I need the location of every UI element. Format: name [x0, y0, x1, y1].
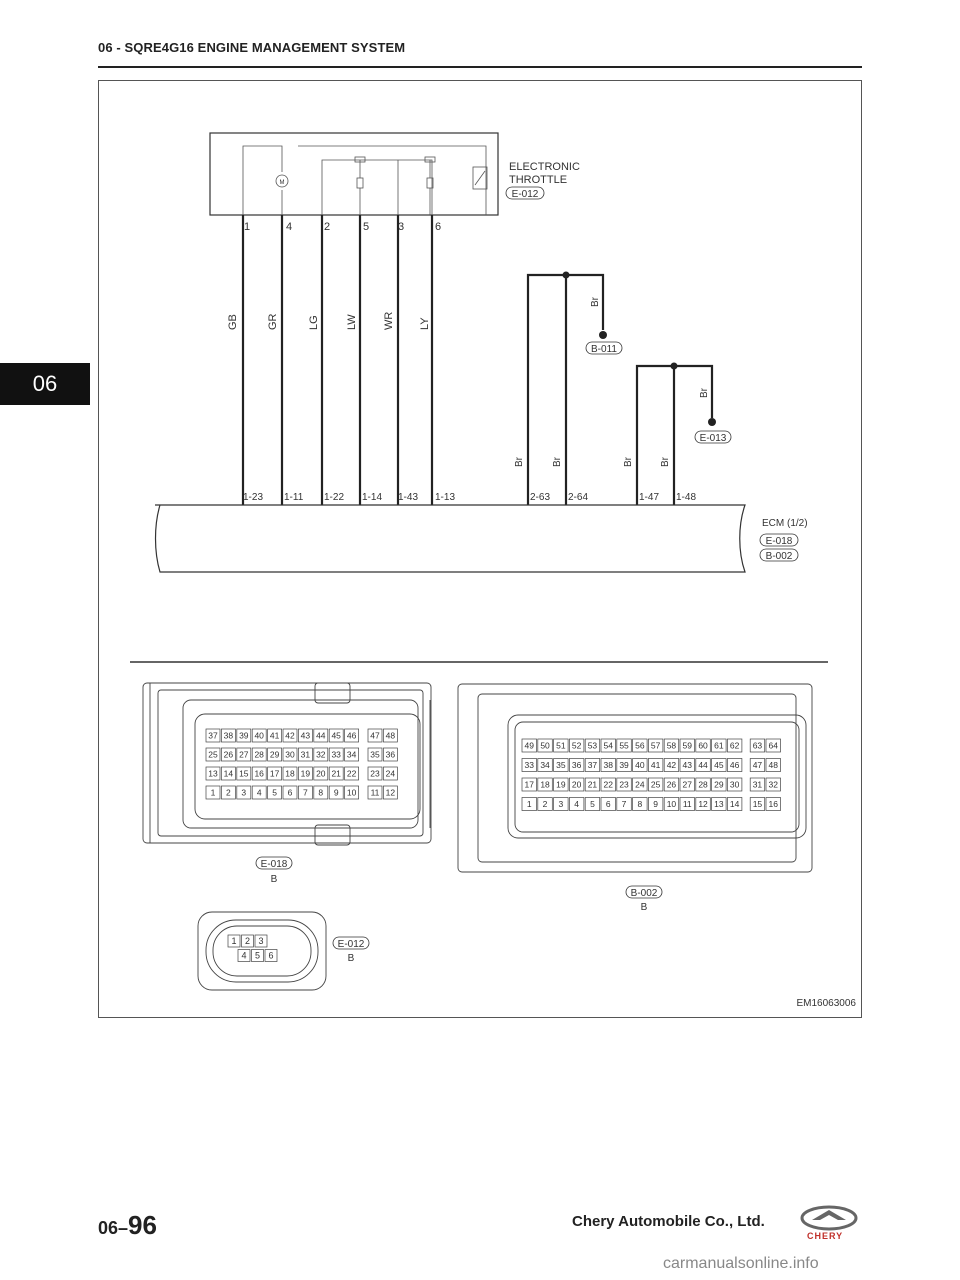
- connector-pin-number: 9: [653, 799, 659, 809]
- e018-pin-grid: [206, 729, 397, 799]
- connector-pin-number: 64: [768, 740, 778, 751]
- splice-point: [671, 363, 678, 370]
- connector-pin-number: 58: [666, 740, 677, 751]
- connector-pin-number: 3: [558, 799, 564, 809]
- wire-color-label: Br: [552, 457, 563, 467]
- connector-pin-number: 43: [682, 760, 692, 770]
- ecm-box: [155, 505, 745, 572]
- connector-pin-number: 32: [768, 779, 778, 790]
- connector-pin-number: 2: [244, 936, 251, 946]
- connector-pin-number: 7: [303, 787, 308, 798]
- ecm-pin-label: 1-23: [243, 492, 264, 503]
- ground-point-b011: [599, 331, 607, 339]
- connector-pin-number: 61: [714, 740, 724, 751]
- connector-pin-number: 29: [714, 779, 724, 790]
- ground-point-e013: [708, 418, 716, 426]
- throttle-pin: 4: [286, 221, 293, 233]
- connector-pin-number: 34: [540, 760, 550, 770]
- connector-pin-number: 12: [385, 787, 396, 798]
- connector-pin-number: 43: [300, 730, 311, 741]
- ecm-pin-label: 2-64: [568, 492, 589, 503]
- connector-tag-b002: B-002: [630, 888, 658, 899]
- connector-pin-number: 7: [621, 799, 627, 809]
- connector-tag-e018: E-018: [260, 859, 288, 870]
- connector-pin-number: 37: [587, 760, 598, 770]
- wire-color-label: Br: [699, 388, 710, 398]
- footer-section: 06–: [98, 1218, 129, 1238]
- connector-pin-number: 38: [223, 730, 234, 741]
- connector-pin-number: 5: [590, 799, 595, 809]
- connector-pin-number: 37: [208, 730, 218, 741]
- footer-page: 96: [128, 1210, 157, 1240]
- connector-pin-number: 23: [619, 779, 629, 790]
- ecm-pin-label: 1-14: [362, 492, 383, 503]
- connector-pin-number: 17: [269, 768, 280, 779]
- e012-pin-grid: [228, 935, 277, 962]
- connector-pin-number: 12: [698, 799, 708, 809]
- connector-tag-e012: E-012: [337, 939, 365, 950]
- connector-pin-number: 10: [666, 799, 677, 809]
- ground-b011-wires: [528, 275, 603, 505]
- connector-pin-number: 8: [637, 799, 643, 809]
- connector-pin-number: 62: [729, 740, 740, 751]
- ecm-pin-label: 1-47: [639, 492, 660, 503]
- ecm-label: ECM (1/2): [762, 518, 808, 529]
- connector-b002: [458, 684, 812, 913]
- connector-pin-number: 48: [768, 760, 778, 770]
- connector-pin-number: 19: [556, 779, 566, 790]
- section-side-tab[interactable]: 06: [0, 363, 90, 405]
- wire-color-label: Br: [514, 457, 525, 467]
- footer-page-number: [98, 1210, 157, 1241]
- connector-pin-number: 24: [385, 768, 396, 779]
- connector-pin-number: 6: [287, 787, 293, 798]
- connector-pin-number: 11: [370, 787, 380, 798]
- throttle-wires: [243, 215, 432, 505]
- ground-tag-b011: B-011: [591, 344, 617, 355]
- connector-pin-number: 21: [331, 768, 341, 779]
- ecm-pin-label: 2-63: [530, 492, 551, 503]
- connector-pin-number: 26: [666, 779, 677, 790]
- connector-pin-number: 47: [752, 760, 763, 770]
- page-header-title: 06 - SQRE4G16 ENGINE MANAGEMENT SYSTEM: [98, 40, 406, 55]
- connector-pin-number: 50: [540, 740, 550, 751]
- wire-color-label: WR: [383, 311, 395, 330]
- ecm-pin-label: 1-48: [676, 492, 697, 503]
- connector-pin-number: 28: [254, 749, 264, 760]
- throttle-box: [210, 133, 498, 215]
- connector-pin-number: 21: [587, 779, 598, 790]
- connector-pin-number: 51: [556, 740, 566, 751]
- connector-pin-number: 14: [223, 768, 234, 779]
- connector-pin-number: 35: [370, 749, 380, 760]
- connector-pin-number: 39: [619, 760, 629, 770]
- connector-pin-number: 14: [729, 799, 740, 809]
- motor-symbol: M: [279, 180, 285, 186]
- connector-pin-number: 44: [316, 730, 326, 741]
- connector-view-b002: B: [640, 902, 648, 913]
- connector-pin-number: 15: [239, 768, 249, 779]
- wire-color-label: GR: [267, 313, 279, 330]
- connector-pin-number: 34: [346, 749, 357, 760]
- wire-color-label: Br: [590, 297, 601, 307]
- footer-company: Chery Automobile Co., Ltd.: [572, 1213, 765, 1230]
- connector-pin-number: 54: [603, 740, 613, 751]
- connector-pin-number: 30: [285, 749, 295, 760]
- connector-pin-number: 26: [223, 749, 234, 760]
- throttle-pin: 2: [324, 221, 331, 233]
- connector-e012-housing: [198, 912, 326, 990]
- throttle-pin: 3: [398, 221, 405, 233]
- ecm-connector-tag: E-018: [765, 536, 793, 547]
- throttle-pin: 1: [244, 221, 251, 233]
- connector-pin-number: 1: [526, 799, 532, 809]
- connector-view-e012: B: [347, 953, 355, 964]
- connector-pin-number: 25: [208, 749, 218, 760]
- connector-pin-number: 13: [714, 799, 724, 809]
- connector-pin-number: 24: [635, 779, 645, 790]
- throttle-label-2: THROTTLE: [509, 174, 568, 186]
- wire-color-label: GB: [227, 314, 239, 330]
- connector-pin-number: 5: [272, 787, 277, 798]
- connector-pin-number: 20: [571, 779, 582, 790]
- connector-pin-number: 4: [256, 787, 262, 798]
- ecm-pin-label: 1-43: [398, 492, 419, 503]
- connector-pin-number: 36: [571, 760, 582, 770]
- figure-id: EM16063006: [796, 998, 856, 1009]
- connector-pin-number: 27: [682, 779, 692, 790]
- connector-pin-number: 36: [385, 749, 396, 760]
- connector-pin-number: 56: [635, 740, 645, 751]
- connector-pin-number: 44: [698, 760, 708, 770]
- connector-pin-number: 46: [729, 760, 740, 770]
- wiring-schematic: [155, 133, 808, 572]
- connector-e012: [198, 912, 369, 990]
- connector-pin-number: 4: [241, 950, 247, 961]
- connector-pin-number: 47: [370, 730, 380, 741]
- wire-color-label: Br: [660, 457, 671, 467]
- connector-pin-number: 25: [650, 779, 661, 790]
- connector-pin-number: 17: [524, 779, 534, 790]
- connector-pin-number: 45: [331, 730, 341, 741]
- connector-pin-number: 46: [346, 730, 357, 741]
- throttle-pin: 5: [363, 221, 370, 233]
- connector-pin-number: 31: [752, 779, 763, 790]
- watermark: carmanualsonline.info: [663, 1255, 819, 1272]
- connector-view-e018: B: [270, 874, 278, 885]
- chery-logo-text: CHERY: [807, 1231, 844, 1241]
- ecm-pin-label: 1-13: [435, 492, 456, 503]
- connector-e018: [143, 683, 431, 885]
- connector-pin-number: 59: [682, 740, 692, 751]
- connector-pin-number: 19: [300, 768, 311, 779]
- connector-pin-number: 40: [254, 730, 264, 741]
- connector-e018-housing: [143, 683, 431, 845]
- throttle-pin: 6: [435, 221, 442, 233]
- connector-pin-number: 11: [682, 799, 692, 809]
- connector-pin-number: 32: [316, 749, 326, 760]
- connector-pin-number: 9: [333, 787, 339, 798]
- connector-pin-number: 23: [370, 768, 380, 779]
- connector-pin-number: 2: [226, 787, 231, 798]
- connector-pin-number: 22: [603, 779, 613, 790]
- connector-pin-number: 6: [605, 799, 611, 809]
- connector-pin-number: 41: [650, 760, 661, 770]
- connector-pin-number: 16: [254, 768, 264, 779]
- connector-pin-number: 1: [231, 936, 237, 946]
- connector-pin-number: 18: [540, 779, 550, 790]
- connector-pin-number: 60: [698, 740, 708, 751]
- connector-pin-number: 45: [714, 760, 724, 770]
- connector-pin-number: 53: [587, 740, 598, 751]
- throttle-label-1: ELECTRONIC: [509, 161, 580, 173]
- connector-pin-number: 30: [729, 779, 740, 790]
- connector-pin-number: 1: [210, 787, 216, 798]
- connector-pin-number: 31: [300, 749, 311, 760]
- connector-pin-number: 10: [346, 787, 357, 798]
- connector-pin-number: 38: [603, 760, 613, 770]
- connector-pin-number: 40: [635, 760, 645, 770]
- connector-pin-number: 15: [752, 799, 763, 809]
- connector-pin-number: 41: [269, 730, 280, 741]
- connector-pin-number: 49: [524, 740, 534, 751]
- connector-pin-number: 3: [258, 936, 264, 946]
- connector-pin-number: 55: [619, 740, 629, 751]
- connector-pin-number: 63: [752, 740, 763, 751]
- connector-pin-number: 42: [666, 760, 677, 770]
- wire-color-label: LG: [308, 315, 320, 330]
- connector-pin-number: 29: [269, 749, 280, 760]
- connector-pin-number: 57: [650, 740, 661, 751]
- ecm-pin-label: 1-11: [284, 492, 304, 503]
- connector-pin-number: 39: [239, 730, 249, 741]
- connector-pin-number: 22: [346, 768, 357, 779]
- connector-pin-number: 52: [571, 740, 582, 751]
- connector-pin-number: 2: [542, 799, 548, 809]
- connector-pin-number: 42: [285, 730, 295, 741]
- connector-pin-number: 28: [698, 779, 708, 790]
- connector-pin-number: 18: [285, 768, 295, 779]
- connector-pin-number: 27: [239, 749, 249, 760]
- connector-pin-number: 6: [268, 950, 274, 961]
- connector-pin-number: 3: [241, 787, 247, 798]
- ground-tag-e013: E-013: [699, 433, 727, 444]
- connector-pin-number: 4: [574, 799, 580, 809]
- connector-pin-number: 16: [768, 799, 778, 809]
- connector-pin-number: 5: [254, 950, 261, 961]
- ecm-connector-tag: B-002: [765, 551, 793, 562]
- connector-pin-number: 48: [385, 730, 396, 741]
- connector-pin-number: 13: [208, 768, 218, 779]
- wire-color-label: LW: [346, 314, 358, 330]
- b002-pin-grid: [522, 739, 781, 811]
- connector-pin-number: 33: [331, 749, 341, 760]
- connector-pin-number: 20: [316, 768, 326, 779]
- connector-pin-number: 33: [524, 760, 534, 770]
- splice-point: [563, 272, 570, 279]
- ecm-pin-label: 1-22: [324, 492, 345, 503]
- connector-pin-number: 8: [318, 787, 324, 798]
- throttle-connector-tag: E-012: [511, 189, 539, 200]
- connector-pin-number: 35: [556, 760, 566, 770]
- wire-color-label: Br: [623, 457, 634, 467]
- wire-color-label: LY: [419, 317, 431, 330]
